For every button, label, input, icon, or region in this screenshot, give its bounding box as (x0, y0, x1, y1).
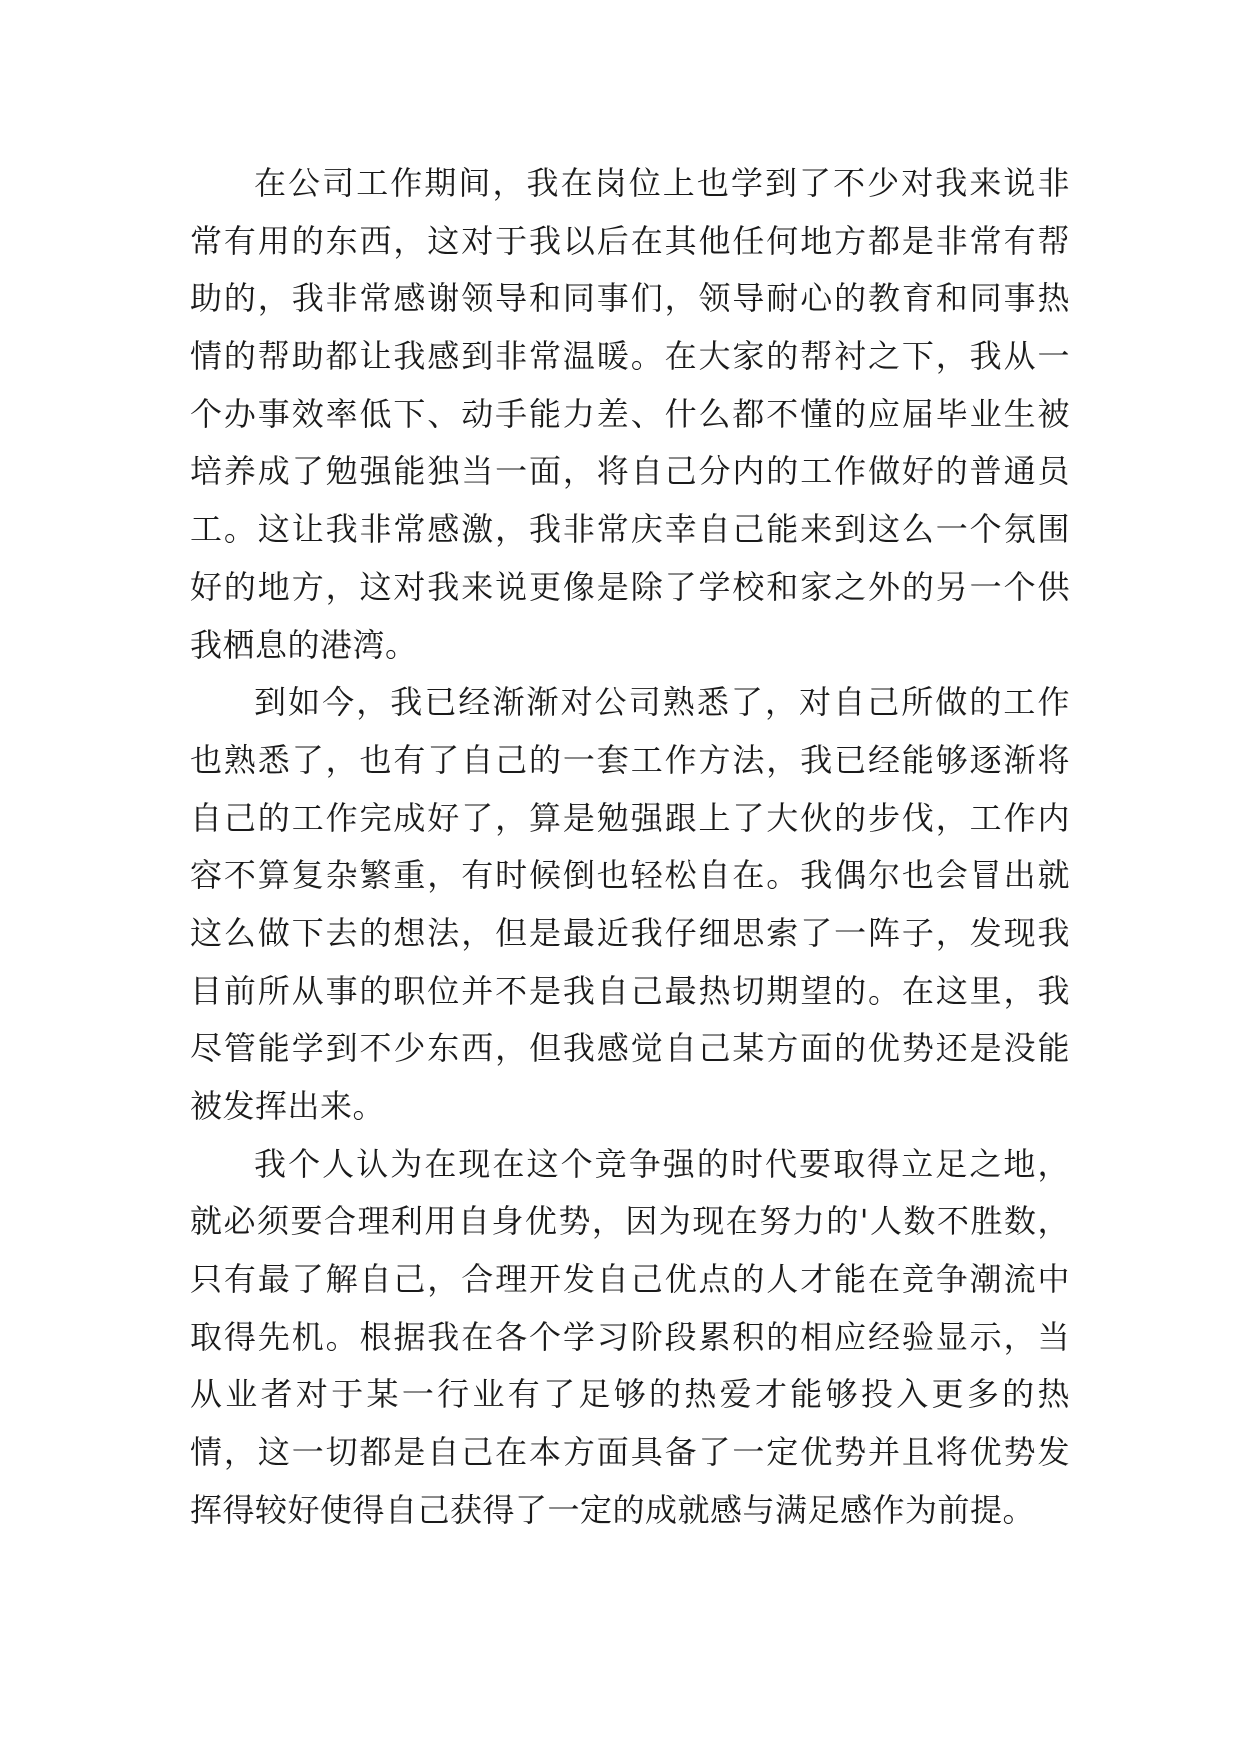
text-line: 就必须要合理利用自身优势，因为现在努力的'人数不胜数， (190, 1202, 1070, 1241)
text-line: 我栖息的港湾。 (190, 625, 418, 664)
text-line: 也熟悉了，也有了自己的一套工作方法，我已经能够逐渐将 (190, 740, 1070, 779)
text-line: 我个人认为在现在这个竞争强的时代要取得立足之地， (254, 1144, 1070, 1183)
paragraph (190, 1136, 1070, 1540)
text-line: 这么做下去的想法，但是最近我仔细思索了一阵子，发现我 (190, 913, 1070, 952)
body-text (190, 155, 1070, 1540)
text-line: 挥得较好使得自己获得了一定的成就感与满足感作为前提。 (190, 1490, 1036, 1529)
text-line: 目前所从事的职位并不是我自己最热切期望的。在这里，我 (190, 971, 1070, 1010)
text-line: 情的帮助都让我感到非常温暖。在大家的帮衬之下，我从一 (190, 337, 1070, 376)
text-line: 个办事效率低下、动手能力差、什么都不懂的应届毕业生被 (190, 394, 1070, 433)
text-line: 在公司工作期间，我在岗位上也学到了不少对我来说非 (254, 164, 1070, 202)
text-line: 好的地方，这对我来说更像是除了学校和家之外的另一个供 (190, 567, 1070, 606)
paragraph (190, 155, 1070, 674)
paragraph (190, 674, 1070, 1136)
text-line: 容不算复杂繁重，有时候倒也轻松自在。我偶尔也会冒出就 (190, 856, 1070, 895)
text-line: 尽管能学到不少东西，但我感觉自己某方面的优势还是没能 (190, 1029, 1070, 1068)
text-line: 只有最了解自己，合理开发自己优点的人才能在竞争潮流中 (190, 1260, 1070, 1299)
text-line: 到如今，我已经渐渐对公司熟悉了，对自己所做的工作 (254, 683, 1070, 722)
text-line: 培养成了勉强能独当一面，将自己分内的工作做好的普通员 (190, 452, 1070, 491)
text-line: 被发挥出来。 (190, 1087, 386, 1125)
text-line: 取得先机。根据我在各个学习阶段累积的相应经验显示，当 (190, 1317, 1070, 1356)
text-line: 助的，我非常感谢领导和同事们，领导耐心的教育和同事热 (190, 279, 1070, 318)
text-line: 自己的工作完成好了，算是勉强跟上了大伙的步伐，工作内 (190, 798, 1070, 837)
text-line: 工。这让我非常感激，我非常庆幸自己能来到这么一个氛围 (190, 510, 1070, 549)
text-line: 情，这一切都是自己在本方面具备了一定优势并且将优势发 (190, 1433, 1070, 1472)
text-line: 从业者对于某一行业有了足够的热爱才能够投入更多的热 (190, 1375, 1070, 1414)
text-line: 常有用的东西，这对于我以后在其他任何地方都是非常有帮 (190, 221, 1070, 260)
